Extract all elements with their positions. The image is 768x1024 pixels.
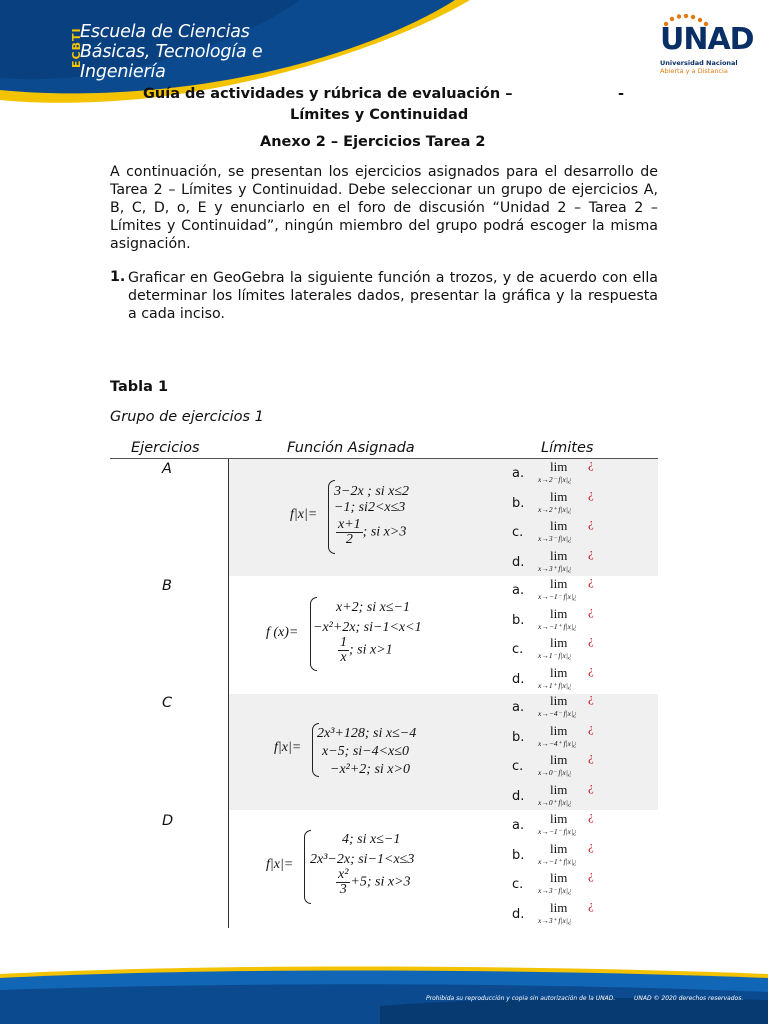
function-case: 2x³−2x; si−1<x≤3 [310, 852, 415, 867]
group-label: D [162, 813, 174, 829]
unad-logo-sub1: Universidad Nacional [660, 59, 738, 67]
table-caption: Grupo de ejercicios 1 [110, 409, 264, 425]
limit-operator: lim [550, 664, 568, 680]
limit-operator: lim [550, 693, 568, 708]
school-name-line2: Básicas, Tecnología e [80, 42, 263, 62]
document-title-line2: Límites y Continuidad [290, 107, 469, 123]
function-case: x−5; si−4<x≤0 [322, 744, 409, 759]
document-title-line1: Guía de actividades y rúbrica de evaluación – [143, 86, 513, 102]
limit-placeholder: ¿ [588, 632, 594, 647]
footer-copyright-notice: Prohibida su reproducción y copia sin autorización de la UNAD. [426, 995, 616, 1002]
limit-placeholder: ¿ [588, 456, 594, 471]
fraction-numerator: x² [338, 867, 349, 882]
limit-placeholder: ¿ [588, 485, 594, 501]
limit-subscript: x→1⁻ f|x|¿ [538, 651, 572, 660]
limit-item [512, 632, 632, 665]
limit-item [512, 515, 632, 548]
limit-operator: lim [550, 635, 568, 650]
annex-title: Anexo 2 – Ejercicios Tarea 2 [260, 134, 486, 150]
function-case [338, 636, 393, 665]
limit-item [512, 867, 632, 900]
limit-letter: b. [512, 495, 525, 511]
limit-operator: lim [550, 752, 568, 767]
limit-subscript: x→3⁻ f|x|¿ [538, 534, 572, 543]
fraction-numerator: x+1 [338, 517, 361, 532]
limit-placeholder: ¿ [588, 808, 594, 823]
limit-placeholder: ¿ [588, 573, 594, 588]
limit-letter: b. [512, 847, 525, 863]
limit-operator: lim [550, 459, 568, 474]
fraction-denominator: 3 [339, 882, 347, 897]
limit-letter: b. [512, 729, 525, 745]
limit-item [512, 778, 632, 812]
limit-letter: c. [512, 877, 524, 892]
limit-item [512, 690, 632, 723]
function-case: −1; si2<x≤3 [334, 500, 406, 515]
function-case: x+2; si x≤−1 [336, 600, 411, 615]
function-case: 4; si x≤−1 [342, 832, 401, 847]
limit-placeholder: ¿ [588, 690, 594, 705]
exercise-text: Graficar en GeoGebra la siguiente función a trozos, y de acuerdo con ella determinar los límites laterales dados, presentar la gráfica y la respuesta a cada inciso. [128, 270, 658, 322]
footer-banner [0, 960, 768, 1024]
limit-item [512, 719, 632, 753]
limit-subscript: x→−1⁻ f|x|¿ [538, 592, 577, 601]
group-label: B [162, 578, 172, 594]
limit-letter: d. [512, 671, 525, 687]
limit-item [512, 544, 632, 578]
page-footer [0, 960, 768, 1024]
limit-subscript: x→0⁺ f|x|¿ [538, 797, 572, 807]
limit-subscript: x→−4⁻ f|x|¿ [538, 709, 577, 718]
limit-placeholder: ¿ [588, 544, 594, 560]
fraction [336, 518, 363, 547]
document-title-dash: - [618, 86, 625, 102]
limit-letter: c. [512, 759, 524, 774]
limit-operator: lim [550, 870, 568, 885]
limit-operator: lim [550, 547, 568, 563]
limit-operator: lim [550, 518, 568, 533]
function-lhs: f|x|= [266, 857, 294, 872]
limit-item [512, 602, 632, 636]
limit-item [512, 896, 632, 930]
group-label: A [162, 461, 172, 477]
limit-item [512, 749, 632, 782]
case-condition: ; si x>3 [362, 524, 407, 540]
limit-operator: lim [550, 811, 568, 826]
limit-item [512, 808, 632, 841]
limit-operator: lim [550, 722, 568, 738]
function-lhs: f (x)= [266, 625, 299, 640]
case-condition: ; si x>1 [349, 642, 393, 658]
table-label: Tabla 1 [110, 379, 169, 395]
limit-subscript: x→0⁻ f|x|¿ [538, 768, 572, 777]
column-header-function: Función Asignada [287, 440, 415, 456]
limit-subscript: x→−1⁺ f|x|¿ [538, 621, 577, 631]
limit-placeholder: ¿ [588, 602, 594, 618]
fraction-denominator: 2 [345, 532, 353, 547]
limit-operator: lim [550, 781, 568, 797]
limit-subscript: x→3⁺ f|x|¿ [538, 563, 572, 573]
limit-letter: d. [512, 554, 525, 570]
limit-letter: a. [512, 466, 525, 481]
limit-subscript: x→−4⁺ f|x|¿ [538, 738, 577, 748]
exercise-number: 1. [110, 269, 126, 285]
limit-placeholder: ¿ [588, 719, 594, 735]
limit-letter: c. [512, 525, 524, 540]
limit-subscript: x→2⁻ f|x|¿ [538, 475, 572, 484]
unad-logo-sub2: Abierta y a Distancia [660, 67, 728, 75]
function-case: −x²+2x; si−1<x<1 [313, 620, 422, 635]
case-condition: +5; si x>3 [350, 874, 411, 890]
column-divider [228, 459, 229, 928]
group-label: C [162, 695, 173, 711]
limit-operator: lim [550, 605, 568, 621]
limit-subscript: x→3⁺ f|x|¿ [538, 915, 572, 925]
function-case: 2x³+128; si x≤−4 [317, 726, 417, 741]
limit-letter: d. [512, 906, 525, 922]
limit-operator: lim [550, 576, 568, 591]
limit-item [512, 837, 632, 871]
function-lhs: f|x|= [290, 507, 318, 522]
limit-subscript: x→2⁺ f|x|¿ [538, 504, 572, 514]
school-name-line1: Escuela de Ciencias [80, 22, 250, 42]
limit-placeholder: ¿ [588, 749, 594, 764]
limit-item [512, 661, 632, 695]
function-case: 3−2x ; si x≤2 [334, 484, 410, 499]
school-tag: ECBTI [70, 27, 83, 69]
school-name-line3: Ingeniería [80, 62, 166, 82]
footer-rights-notice: UNAD © 2020 derechos reservados. [634, 995, 744, 1002]
limit-operator: lim [550, 488, 568, 504]
function-case [336, 518, 406, 547]
limit-placeholder: ¿ [588, 837, 594, 853]
limit-operator: lim [550, 899, 568, 915]
limit-letter: a. [512, 818, 525, 833]
limit-letter: c. [512, 642, 524, 657]
intro-paragraph: A continuación, se presentan los ejercicios asignados para el desarrollo de Tarea 2 – Límites y Continuidad. Debe seleccionar un grupo de ejercicios A, B, C, D, o, E y enunciarlo en el foro de discusión “Unidad 2 – Tarea 2 – Límites y Continuidad”, ningún miembro del grupo podrá escoger la misma asignación. [110, 164, 658, 252]
limit-letter: a. [512, 583, 525, 598]
limit-placeholder: ¿ [588, 896, 594, 912]
fraction-denominator: x [340, 650, 347, 665]
fraction-numerator: 1 [340, 635, 347, 650]
limit-placeholder: ¿ [588, 515, 594, 530]
limit-letter: d. [512, 788, 525, 804]
limit-operator: lim [550, 840, 568, 856]
limit-subscript: x→3⁻ f|x|¿ [538, 886, 572, 895]
limit-subscript: x→1⁺ f|x|¿ [538, 680, 572, 690]
limit-letter: b. [512, 612, 525, 628]
function-lhs: f|x|= [274, 740, 302, 755]
fraction [338, 636, 349, 665]
limit-placeholder: ¿ [588, 778, 594, 794]
limit-item [512, 485, 632, 519]
unad-logo: UNAD [660, 22, 754, 57]
limit-placeholder: ¿ [588, 661, 594, 677]
fraction [336, 868, 350, 897]
limit-letter: a. [512, 700, 525, 715]
limit-item [512, 456, 632, 489]
school-name [80, 22, 262, 82]
limit-subscript: x→−1⁻ f|x|¿ [538, 827, 577, 836]
limit-item [512, 573, 632, 606]
limit-subscript: x→−1⁺ f|x|¿ [538, 856, 577, 866]
column-header-exercises: Ejercicios [131, 440, 200, 456]
limit-placeholder: ¿ [588, 867, 594, 882]
column-header-limits: Límites [541, 440, 594, 456]
function-case: −x²+2; si x>0 [330, 762, 410, 777]
function-case [336, 868, 411, 897]
